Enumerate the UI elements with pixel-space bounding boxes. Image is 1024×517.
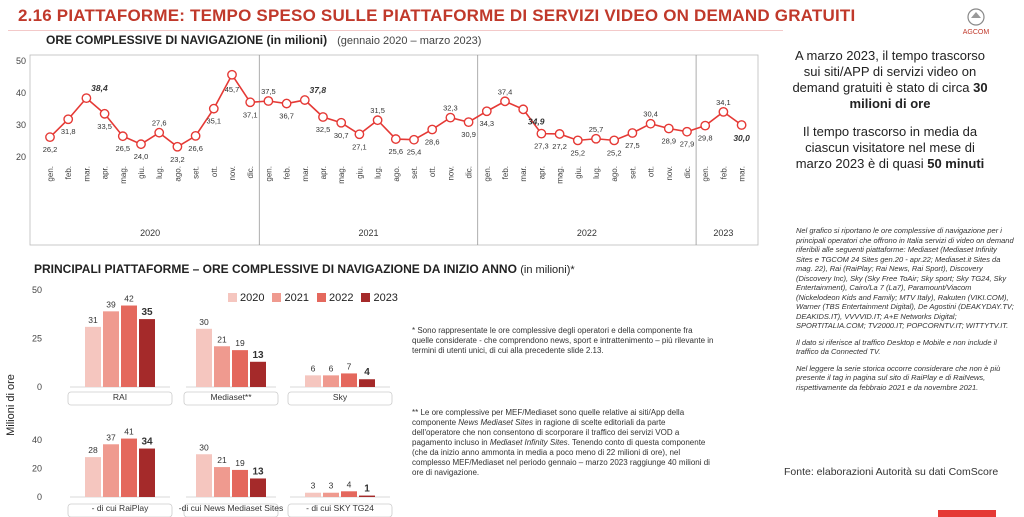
- x-tick-label: lug.: [373, 166, 383, 179]
- bar-y-tick-0-1: 25: [31, 333, 42, 344]
- data-label: 29,8: [697, 133, 713, 143]
- bar-value-label: 39: [106, 299, 116, 310]
- bar-value-label: 19: [235, 338, 245, 349]
- bar-chart: [0, 280, 410, 517]
- logo-text: AGCOM: [962, 29, 990, 36]
- x-tick-label: set.: [410, 166, 419, 179]
- bar-value-label: 1: [364, 483, 370, 495]
- bar-value-label: 6: [328, 363, 334, 374]
- data-point: [683, 128, 691, 136]
- data-point: [301, 96, 309, 104]
- bar-2023: [250, 362, 266, 387]
- data-label: 25,2: [570, 148, 586, 158]
- x-tick-label: ago.: [391, 166, 401, 182]
- x-tick-label: lug.: [592, 166, 601, 179]
- x-tick-label: nov.: [228, 166, 237, 181]
- data-label: 34,9: [527, 116, 545, 127]
- x-tick-label: giu.: [137, 166, 146, 179]
- x-tick-label: feb.: [64, 166, 74, 180]
- line-chart-title-text: ORE COMPLESSIVE DI NAVIGAZIONE (in milioni): [46, 33, 328, 47]
- x-tick-label: gen.: [264, 166, 274, 182]
- data-point: [574, 136, 582, 144]
- panel-category-label: -di cui News Mediaset Sites: [178, 503, 284, 513]
- highlight-p1-bold: 30 milioni di ore: [849, 80, 988, 111]
- title-divider: [8, 30, 783, 31]
- data-point: [246, 98, 254, 106]
- bar-2022: [341, 491, 357, 497]
- line-chart-title: [46, 33, 481, 47]
- x-tick-label: giu.: [355, 166, 365, 179]
- data-label: 37,1: [242, 110, 258, 120]
- x-tick-label: feb.: [282, 166, 292, 180]
- x-tick-label: nov.: [446, 166, 456, 181]
- bar-value-label: 30: [199, 442, 209, 453]
- note2-part-c: . Tenendo conto di questa componente (che da inizio anno ammonta in media a poco meno di 22 milioni di ore), nel complesso MEF/Mediaset nel periodo gennaio – marzo 2023 raggiunge 40 milioni di ore di navigazione.: [412, 438, 710, 477]
- bar-2021: [323, 493, 339, 497]
- bar-value-label: 6: [310, 363, 316, 374]
- bar-2020: [85, 327, 101, 387]
- data-point: [155, 128, 163, 136]
- data-label: 36,7: [279, 111, 294, 121]
- data-label: 35,1: [206, 116, 222, 126]
- x-tick-label: apr.: [319, 166, 328, 180]
- note-mediaset: [412, 408, 714, 478]
- data-point: [446, 113, 454, 121]
- source-note: Fonte: elaborazioni Autorità su dati ComScore: [784, 466, 999, 478]
- x-tick-label: feb.: [501, 166, 510, 180]
- data-point: [137, 140, 145, 148]
- data-point: [264, 97, 272, 105]
- bar-2023: [359, 379, 375, 387]
- bar-2021: [214, 346, 230, 387]
- data-point: [737, 121, 745, 129]
- highlight-p2: [790, 124, 990, 172]
- data-label: 38,4: [91, 83, 108, 94]
- bar-y-tick-3-2: 40: [31, 435, 42, 445]
- highlight-p2-bold: 50 minuti: [927, 156, 985, 171]
- data-point: [100, 110, 108, 118]
- panel-category-label: Sky: [332, 392, 348, 402]
- bar-2021: [103, 311, 119, 387]
- bar-2021: [214, 467, 230, 497]
- x-tick-label: ott.: [646, 166, 656, 178]
- x-tick-label: gen.: [701, 166, 711, 182]
- x-tick-label: mag.: [337, 166, 347, 184]
- data-label: 24,0: [133, 152, 149, 162]
- x-tick-label: apr.: [537, 166, 547, 180]
- data-point: [228, 71, 236, 79]
- data-point: [46, 133, 54, 141]
- legend-label: 2020: [240, 292, 265, 304]
- bar-2023: [359, 496, 375, 497]
- data-label: 31,8: [60, 127, 76, 137]
- data-point: [355, 130, 363, 138]
- page-title: 2.16 PIATTAFORME: TEMPO SPESO SULLE PIATTAFORME DI SERVIZI VIDEO ON DEMAND GRATUITI: [18, 6, 856, 25]
- note2-italic-1: News Mediaset Sites: [458, 418, 533, 427]
- data-point: [483, 107, 491, 115]
- data-label: 30,0: [733, 133, 750, 143]
- data-label: 26,5: [115, 144, 131, 154]
- method-p2: Il dato si riferisce al traffico Desktop e Mobile e non include il traffico da Connected TV.: [796, 337, 997, 356]
- year-label-2021: 2021: [358, 228, 379, 238]
- data-label: 27,1: [352, 142, 367, 152]
- bar-value-label: 21: [217, 334, 227, 345]
- x-tick-label: mar.: [737, 166, 747, 182]
- data-point: [646, 120, 654, 128]
- data-point: [64, 115, 72, 123]
- methodology-note: [796, 226, 1014, 399]
- data-label: 27,2: [552, 141, 567, 151]
- legend-label: 2022: [328, 292, 354, 304]
- bar-2023: [139, 449, 155, 497]
- data-point: [519, 105, 527, 113]
- bar-value-label: 21: [217, 455, 227, 466]
- data-point: [592, 135, 600, 143]
- data-label: 37,5: [261, 87, 276, 96]
- bar-value-label: 4: [346, 479, 352, 490]
- x-tick-label: dic.: [246, 166, 256, 179]
- data-label: 27,6: [151, 118, 167, 128]
- data-label: 32,5: [315, 125, 331, 134]
- y-tick-label-1: 30: [15, 120, 26, 130]
- agcom-logo: [958, 6, 994, 36]
- data-point: [428, 125, 436, 133]
- data-label: 30,7: [333, 130, 349, 140]
- panel-category-label: - di cui RaiPlay: [91, 503, 149, 513]
- bar-y-tick-0-2: 50: [31, 285, 42, 295]
- x-tick-label: feb.: [719, 166, 729, 180]
- panel-category-label: - di cui SKY TG24: [306, 503, 374, 513]
- bar-2022: [341, 373, 357, 387]
- data-label: 30,4: [643, 109, 658, 119]
- data-label: 26,6: [188, 143, 203, 153]
- x-tick-label: gen.: [482, 166, 492, 182]
- x-tick-label: giu.: [573, 166, 583, 179]
- slide-accent-tab: [938, 510, 996, 517]
- y-tick-label-0: 20: [15, 152, 26, 162]
- x-tick-label: gen.: [46, 166, 55, 182]
- x-tick-label: dic.: [464, 166, 474, 179]
- bar-2023: [250, 478, 266, 497]
- bar-value-label: 19: [235, 457, 245, 468]
- bar-value-label: 42: [124, 293, 134, 304]
- data-label: 34,1: [716, 97, 731, 107]
- method-p1: Nel grafico si riportano le ore complessive di navigazione per i principali operatori che offrono in Italia servizi di video on demand riferibili alle seguenti piattaforme: Mediaset (Mediaset Infinity Sites e TGCOM 24 Sites gen.20 - apr.22; Mediaset.it Sites da mag. 22), Rai (RaiPlay; Rai News, Rai Sport), Discovery (Discovery Inc), Sky (Sky Free ToAir; Sky sport; Sky TG24, Sky Entertainment), Cairo/La 7 (La7), Paramount/Viacom (Nickelodeon Kids and Family; MTV Italy), Rakuten (VIKI.COM), Warner (TBS Entertainment Digital), De Agostini (DEAKYDAY.TV; DEAKIDS.IT), VVVVID.IT; A+E Networks Digital; SPORTITALIA.COM; TV2000.IT; POPCORNTV.IT; WITTYTV.IT.: [796, 226, 1014, 330]
- x-tick-label: ago.: [173, 166, 183, 182]
- data-label: 32,3: [443, 103, 458, 113]
- data-point: [392, 135, 400, 143]
- data-label: 25,6: [388, 147, 404, 157]
- x-tick-label: mar.: [82, 166, 92, 182]
- data-point: [719, 108, 727, 116]
- data-label: 37,8: [309, 85, 327, 96]
- data-point: [82, 94, 90, 102]
- data-label: 25,2: [606, 148, 622, 158]
- data-point: [410, 136, 418, 144]
- bar-y-tick-0-0: 0: [36, 382, 42, 392]
- legend-label: 2021: [284, 292, 309, 304]
- bar-value-label: 34: [141, 436, 153, 448]
- y-tick-label-2: 40: [15, 88, 26, 98]
- bar-2022: [232, 350, 248, 387]
- data-point: [501, 97, 509, 105]
- bar-value-label: 3: [310, 480, 316, 491]
- bar-2021: [103, 444, 119, 497]
- note-platforms: * Sono rappresentate le ore complessive degli operatori e della componente fra quelle considerate - che comprendono news, sport e intrattenimento – più rilevante in termini di utenti unici, di cui alla precedente slide 2.13.: [412, 326, 714, 355]
- bar-2020: [305, 493, 321, 497]
- y-tick-label-3: 50: [15, 56, 26, 66]
- bar-value-label: 13: [252, 349, 264, 361]
- bar-2022: [121, 306, 137, 387]
- bar-chart-title: [34, 262, 575, 276]
- data-label: 25,4: [406, 147, 422, 157]
- year-label-2023: 2023: [713, 228, 734, 238]
- data-point: [173, 143, 181, 151]
- data-point: [628, 129, 636, 137]
- data-label: 30,9: [461, 130, 476, 140]
- data-label: 26,2: [42, 145, 58, 155]
- data-point: [464, 118, 472, 126]
- note2-italic-2: Mediaset Infinity Sites: [489, 438, 568, 447]
- bar-value-label: 30: [199, 316, 209, 327]
- data-label: 27,3: [534, 141, 549, 151]
- line-chart: [0, 48, 760, 248]
- bar-2020: [196, 329, 212, 387]
- panel-category-label: RAI: [112, 392, 128, 402]
- bar-value-label: 13: [252, 466, 264, 478]
- bar-value-label: 7: [346, 361, 352, 372]
- data-point: [337, 119, 345, 127]
- x-tick-label: ott.: [428, 166, 438, 178]
- highlight-p1: [790, 48, 990, 112]
- legend-label: 2023: [373, 292, 398, 304]
- data-label: 31,5: [370, 106, 385, 116]
- year-label-2020: 2020: [140, 228, 161, 238]
- x-tick-label: apr.: [100, 166, 110, 180]
- note2-part-b: in ragione di scelte editoriali da parte dell'operatore che non consentono di scorporare il traffico dei servizi VOD a pagamento incluso in: [412, 418, 680, 447]
- data-point: [373, 116, 381, 124]
- bar-2022: [121, 439, 137, 497]
- x-tick-label: dic.: [683, 166, 692, 179]
- data-point: [282, 99, 290, 107]
- data-label: 28,6: [424, 137, 440, 147]
- panel-category-label: Mediaset**: [210, 392, 252, 402]
- bar-y-tick-3-1: 20: [31, 463, 42, 474]
- method-p3: Nel leggere la serie storica occorre considerare che non è più presente il tag in pagina sul sito di RaiPlay e di RaiNews, rispettivamente da febbraio 2021 e da novembre 2021.: [796, 363, 1001, 392]
- data-point: [319, 113, 327, 121]
- x-tick-label: set.: [191, 166, 201, 179]
- data-label: 25,7: [588, 124, 604, 134]
- data-point: [537, 129, 545, 137]
- bar-value-label: 37: [106, 432, 116, 443]
- bar-2022: [232, 470, 248, 497]
- bar-value-label: 28: [88, 445, 98, 456]
- bar-value-label: 4: [364, 367, 370, 379]
- x-tick-label: ago.: [610, 166, 620, 182]
- highlight-box: [790, 48, 990, 184]
- highlight-p1-text: A marzo 2023, il tempo trascorso sui siti/APP di servizi video on demand gratuiti è stato di circa: [792, 48, 986, 95]
- bar-2020: [85, 457, 101, 497]
- data-label: 27,5: [625, 141, 640, 150]
- y-axis-title: Milioni di ore: [5, 374, 17, 436]
- data-point: [665, 124, 673, 132]
- x-tick-label: mar.: [300, 166, 310, 182]
- x-tick-label: mag.: [118, 166, 128, 184]
- data-point: [555, 130, 563, 138]
- note2-part-a: ** Le ore complessive per MEF/Mediaset sono quelle relative ai siti/App della componente: [412, 408, 685, 427]
- bar-value-label: 41: [124, 426, 134, 437]
- x-tick-label: mag.: [555, 166, 565, 184]
- data-point: [701, 121, 709, 129]
- data-point: [191, 132, 199, 140]
- bar-value-label: 31: [88, 314, 98, 325]
- bar-chart-title-text: PRINCIPALI PIATTAFORME – ORE COMPLESSIVE DI NAVIGAZIONE DA INIZIO ANNO: [34, 262, 517, 276]
- bar-value-label: 3: [328, 480, 334, 491]
- data-point: [210, 104, 218, 112]
- data-label: 28,9: [661, 136, 677, 146]
- bar-value-label: 35: [141, 307, 153, 319]
- x-tick-label: set.: [628, 166, 638, 179]
- x-tick-label: ott.: [209, 166, 219, 178]
- x-tick-label: lug.: [155, 166, 165, 179]
- data-label: 37,4: [497, 87, 513, 97]
- data-label: 23,2: [170, 154, 185, 164]
- highlight-p2-text: Il tempo trascorso in media da ciascun visitatore nel mese di marzo 2023 è di quasi: [795, 124, 978, 171]
- data-label: 27,9: [679, 139, 695, 149]
- bar-y-tick-3-0: 0: [36, 492, 42, 502]
- x-tick-label: mar.: [519, 166, 529, 182]
- data-label: 34,3: [479, 119, 495, 129]
- bar-2020: [305, 375, 321, 387]
- line-chart-subtitle: (gennaio 2020 – marzo 2023): [337, 35, 482, 47]
- data-label: 33,5: [97, 121, 112, 131]
- bar-chart-title-unit: (in milioni)*: [520, 264, 575, 276]
- data-label: 45,7: [224, 84, 240, 94]
- data-point: [119, 132, 127, 140]
- data-point: [610, 136, 618, 144]
- year-label-2022: 2022: [576, 228, 597, 238]
- bar-2023: [139, 319, 155, 387]
- bar-2020: [196, 454, 212, 497]
- bar-2021: [323, 375, 339, 387]
- x-tick-label: nov.: [664, 166, 674, 181]
